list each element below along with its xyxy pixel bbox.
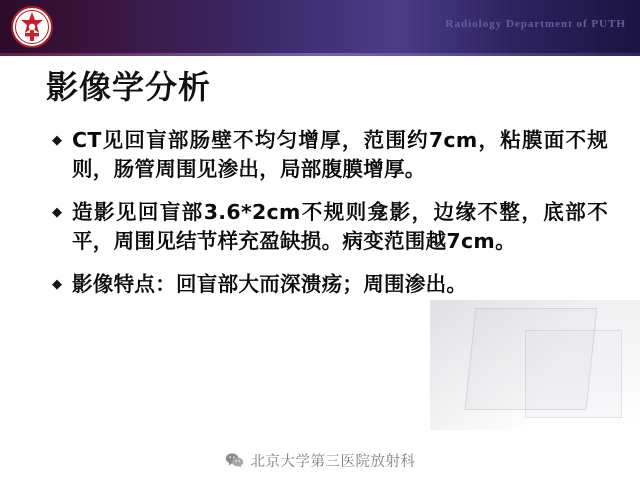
background-image-ghost bbox=[430, 300, 640, 430]
list-item-text: 造影见回盲部3.6*2cm不规则龛影，边缘不整，底部不平，周围见结节样充盈缺损。病变范围越7cm。 bbox=[72, 200, 608, 254]
footer-text: 北京大学第三医院放射科 bbox=[250, 453, 416, 470]
list-item-text: CT见回盲部肠壁不均匀增厚，范围约7cm，粘膜面不规则，肠管周围见渗出，局部腹膜增厚。 bbox=[72, 128, 608, 182]
header-department-text: Radiology Department of PUTH bbox=[445, 18, 626, 30]
bullet-list bbox=[52, 126, 608, 314]
footer bbox=[0, 440, 640, 480]
bullet-marker-icon: ◆ bbox=[52, 132, 62, 147]
list-item bbox=[52, 270, 608, 299]
list-item bbox=[52, 198, 608, 256]
list-item-text: 影像特点：回盲部大而深溃疡；周围渗出。 bbox=[72, 272, 468, 297]
wechat-icon bbox=[225, 452, 244, 468]
hospital-emblem-icon bbox=[10, 5, 54, 49]
footer-content bbox=[225, 450, 416, 471]
list-item bbox=[52, 126, 608, 184]
bullet-marker-icon: ◆ bbox=[52, 276, 62, 292]
header-bar bbox=[0, 0, 640, 56]
bullet-marker-icon: ◆ bbox=[52, 204, 62, 220]
page-title: 影像学分析 bbox=[46, 68, 212, 106]
